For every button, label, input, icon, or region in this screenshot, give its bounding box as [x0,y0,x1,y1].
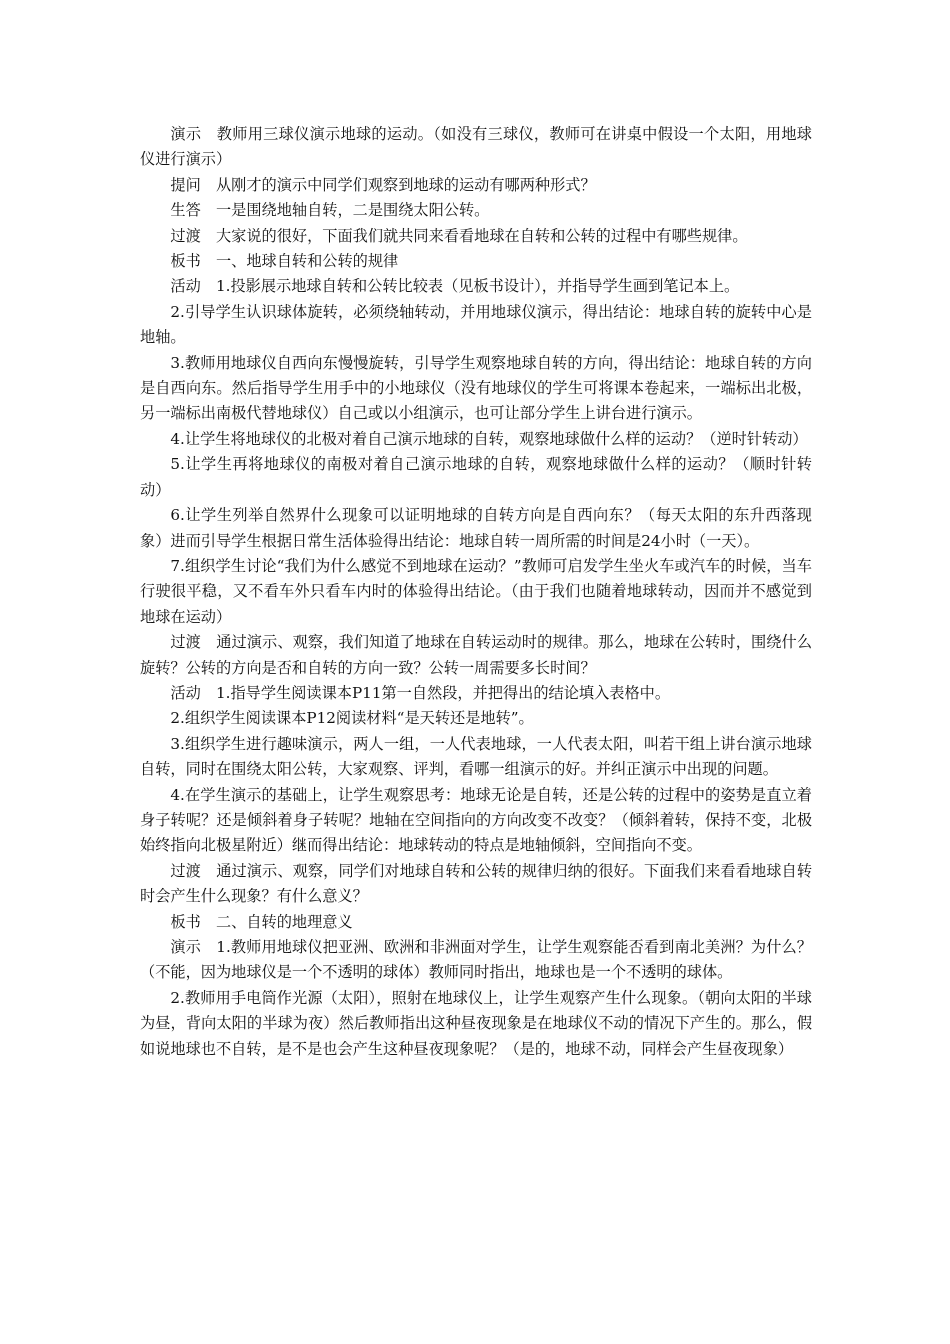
paragraph-step-4: 4.让学生将地球仪的北极对着自己演示地球的自转，观察地球做什么样的运动？（逆时针转动） [170,429,808,448]
paragraph-board-heading-1: 板书 一、地球自转和公转的规律 [170,252,399,271]
paragraph-step-3: 3.教师用地球仪自西向东慢慢旋转，引导学生观察地球自转的方向，得出结论：地球自转的方向是自西向东。然后指导学生用手中的小地球仪（没有地球仪的学生可将课本卷起来，一端标出北极，另一端标出南极代替地球仪）自己或以小组演示，也可让部分学生上讲台进行演示。 [140,353,812,423]
paragraph-activity-2-step-2: 2.组织学生阅读课本P12阅读材料“是天转还是地转”。 [170,709,534,728]
paragraph-transition-3: 过渡 通过演示、观察，同学们对地球自转和公转的规律归纳的很好。下面我们来看看地球自转时会产生什么现象？有什么意义？ [140,861,812,906]
paragraph-student-answer: 生答 一是围绕地轴自转，二是围绕太阳公转。 [170,201,490,220]
paragraph-board-heading-2: 板书 二、自转的地理意义 [170,912,353,931]
paragraph-transition-1: 过渡 大家说的很好，下面我们就共同来看看地球在自转和公转的过程中有哪些规律。 [170,226,748,245]
paragraph-transition-2: 过渡 通过演示、观察，我们知道了地球在自转运动时的规律。那么，地球在公转时，围绕什么旋转？公转的方向是否和自转的方向一致？公转一周需要多长时间？ [140,633,812,677]
paragraph-step-7: 7.组织学生讨论“我们为什么感觉不到地球在运动？”教师可启发学生坐火车或汽车的时候，当车行驶很平稳，又不看车外只看车内时的体验得出结论。（由于我们也随着地球转动，因而并不感觉到地球在运动） [140,556,812,626]
paragraph-demo-2-step-1: 演示 1.教师用地球仪把亚洲、欧洲和非洲面对学生，让学生观察能否看到南北美洲？为什么？（不能，因为地球仪是一个不透明的球体）教师同时指出，地球也是一个不透明的球体。 [140,938,812,982]
paragraph-step-5: 5.让学生再将地球仪的南极对着自己演示地球的自转，观察地球做什么样的运动？（顺时针转动） [140,455,812,499]
paragraph-step-6: 6.让学生列举自然界什么现象可以证明地球的自转方向是自西向东？（每天太阳的东升西落现象）进而引导学生根据日常生活体验得出结论：地球自转一周所需的时间是24小时（一天）。 [140,506,812,550]
paragraph-question: 提问 从刚才的演示中同学们观察到地球的运动有哪两种形式？ [170,175,596,194]
paragraph-activity-2-step-3: 3.组织学生进行趣味演示，两人一组，一人代表地球，一人代表太阳，叫若干组上讲台演示地球自转，同时在围绕太阳公转，大家观察、评判，看哪一组演示的好。并纠正演示中出现的问题。 [140,734,812,779]
paragraph-demo-intro: 演示 教师用三球仪演示地球的运动。（如没有三球仪，教师可在讲桌中假设一个太阳，用地球仪进行演示） [140,125,812,169]
paragraph-step-2: 2.引导学生认识球体旋转，必须绕轴转动，并用地球仪演示，得出结论：地球自转的旋转中心是地轴。 [140,302,812,347]
paragraph-demo-2-step-2: 2.教师用手电筒作光源（太阳），照射在地球仪上，让学生观察产生什么现象。（朝向太阳的半球为昼，背向太阳的半球为夜）然后教师指出这种昼夜现象是在地球仪不动的情况下产生的。那么，假如说地球也不自转，是不是也会产生这种昼夜现象呢？（是的，地球不动，同样会产生昼夜现象） [140,988,812,1058]
paragraph-activity-2: 活动 1.指导学生阅读课本P11第一自然段，并把得出的结论填入表格中。 [170,683,671,702]
paragraph-activity-1: 活动 1.投影展示地球自转和公转比较表（见板书设计），并指导学生画到笔记本上。 [170,277,740,296]
document-body [140,122,812,1062]
paragraph-activity-2-step-4: 4.在学生演示的基础上，让学生观察思考：地球无论是自转，还是公转的过程中的姿势是直立着身子转呢？还是倾斜着身子转呢？地轴在空间指向的方向改变不改变？（倾斜着转，保持不变，北极始终指向北极星附近）继而得出结论：地球转动的特点是地轴倾斜，空间指向不变。 [140,785,812,855]
